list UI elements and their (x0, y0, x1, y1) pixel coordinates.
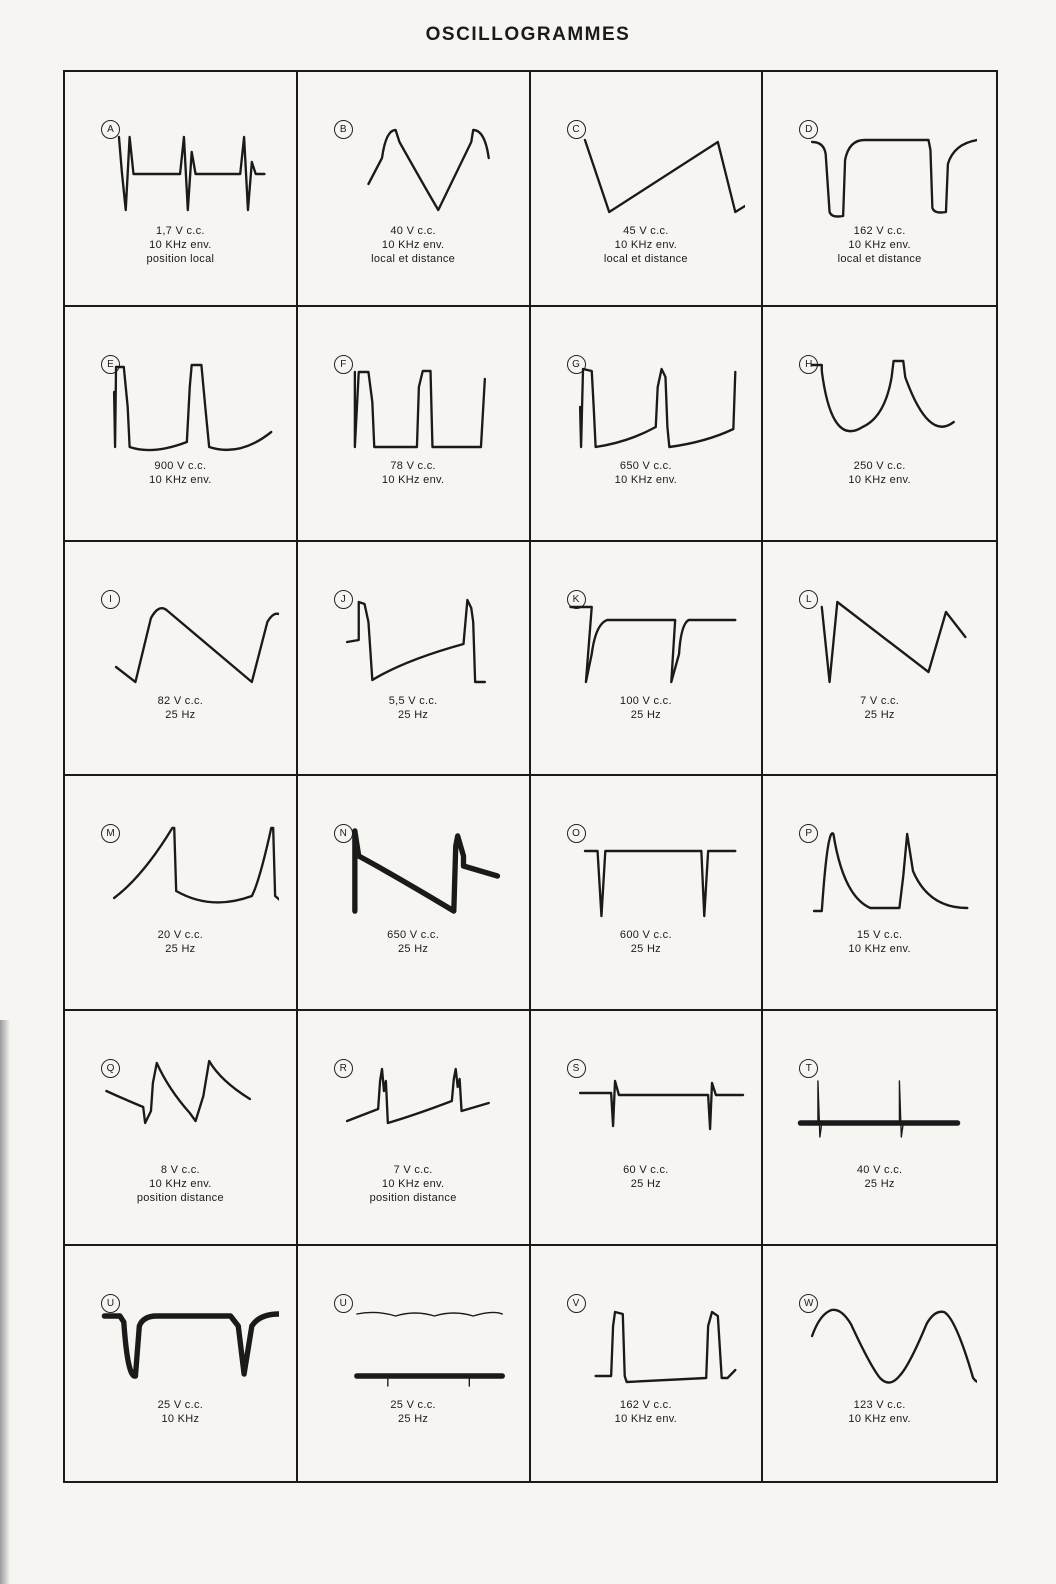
cell-letter-badge: U (334, 1294, 353, 1313)
caption-line: local et distance (603, 253, 688, 265)
waveform-neg-pulse-wide (783, 112, 977, 222)
caption-line: 10 KHz env. (381, 1178, 445, 1191)
caption-line: local et distance (371, 253, 456, 265)
caption-line: 600 V c.c. (619, 929, 672, 942)
waveform-sawtooth-linear (783, 582, 977, 692)
caption-line: 25 Hz (165, 708, 196, 721)
cell-letter-badge: C (567, 120, 586, 139)
cell-letter-badge: V (567, 1294, 586, 1313)
waveform-pulse-ramp-low (318, 582, 512, 692)
caption-line: position distance (136, 1192, 224, 1205)
cell-caption (531, 459, 762, 487)
caption-line: 10 KHz env. (848, 1413, 911, 1426)
oscillogram-grid (63, 70, 998, 1483)
caption-line: 25 Hz (864, 708, 895, 721)
page-title: OSCILLOGRAMMES (425, 24, 631, 45)
oscillogram-cell-15 (531, 776, 764, 1011)
oscillogram-cell-14 (298, 776, 531, 1011)
cell-letter-badge: W (799, 1294, 818, 1313)
oscillogram-cell-18 (298, 1011, 531, 1246)
cell-letter-badge: L (799, 590, 818, 609)
cell-caption (763, 694, 996, 722)
oscillogram-cell-19 (531, 1011, 764, 1246)
caption-line: 10 KHz env. (149, 473, 212, 486)
caption-line: 15 V c.c. (856, 929, 903, 942)
cell-letter-badge: O (567, 824, 586, 843)
cell-caption (531, 1163, 762, 1191)
cell-letter-badge: D (799, 120, 818, 139)
waveform-neg-needles (551, 816, 745, 926)
waveform-trace (116, 608, 279, 682)
oscillogram-cell-5 (65, 307, 298, 542)
caption-line: 123 V c.c. (853, 1399, 906, 1412)
waveform-sawtooth-down (85, 582, 279, 692)
caption-line: 10 KHz env. (614, 239, 678, 251)
waveform-trace (347, 600, 485, 682)
cell-caption (298, 1398, 529, 1426)
oscillogram-cell-23 (531, 1246, 764, 1481)
cell-caption (763, 1163, 996, 1191)
cell-caption (298, 224, 529, 266)
cell-letter-badge: P (799, 824, 818, 843)
cell-letter-badge: U (101, 1294, 120, 1313)
cell-caption (65, 459, 296, 487)
caption-line: 78 V c.c. (390, 459, 436, 472)
cell-letter-badge: G (567, 355, 586, 374)
waveform-ramp-double-spike (318, 1051, 512, 1161)
waveform-trace (584, 140, 744, 212)
caption-line: 82 V c.c. (157, 694, 204, 707)
waveform-trace (900, 1081, 904, 1137)
cell-caption (65, 1398, 296, 1426)
caption-line: 25 Hz (630, 1178, 661, 1191)
cell-caption (763, 1398, 996, 1426)
waveform-pos-peaks (783, 816, 977, 926)
oscillogram-cell-10 (298, 542, 531, 777)
waveform-thick-spike (783, 1051, 977, 1161)
oscillogram-cell-22 (298, 1246, 531, 1481)
waveform-decay-thick (318, 816, 512, 926)
caption-line: 10 KHz env. (614, 1413, 678, 1426)
waveform-trace (355, 831, 498, 911)
waveform-trace (584, 851, 734, 916)
caption-line: 650 V c.c. (619, 459, 672, 472)
cell-caption (65, 1163, 296, 1205)
oscillogram-cell-6 (298, 307, 531, 542)
waveform-trace (812, 140, 977, 217)
waveform-trace (355, 371, 485, 447)
waveform-parabola (85, 816, 279, 926)
caption-line: 25 Hz (398, 1413, 429, 1426)
waveform-trace (104, 1314, 279, 1376)
caption-line: 25 V c.c. (157, 1399, 204, 1412)
caption-line: 40 V c.c. (390, 225, 436, 237)
caption-line: 60 V c.c. (623, 1164, 669, 1177)
waveform-spike-pairs (551, 1051, 745, 1161)
oscillogram-cell-12 (763, 542, 996, 777)
caption-line: local et distance (837, 253, 922, 265)
waveform-sine (783, 1286, 977, 1396)
oscillogram-cell-9 (65, 542, 298, 777)
cell-caption (298, 459, 529, 487)
caption-line: 100 V c.c. (619, 694, 672, 707)
waveform-trace (818, 1081, 822, 1137)
waveform-trace (114, 365, 271, 450)
cell-caption (298, 928, 529, 956)
waveform-trace (595, 1312, 735, 1382)
oscillogram-cell-13 (65, 776, 298, 1011)
caption-line: 10 KHz env. (848, 943, 911, 956)
oscillogram-cell-11 (531, 542, 764, 777)
caption-line: 10 KHz env. (848, 239, 911, 251)
caption-line: 10 KHz env. (381, 473, 445, 486)
caption-line: 25 Hz (630, 708, 661, 721)
cell-caption (531, 928, 762, 956)
caption-line: 10 KHz env. (381, 239, 445, 251)
waveform-trace (822, 602, 966, 682)
cell-letter-badge: A (101, 120, 120, 139)
waveform-neg-spikes (551, 582, 745, 692)
caption-line: 10 KHz env. (149, 1178, 212, 1191)
waveform-trace (114, 828, 279, 906)
caption-line: 25 Hz (165, 943, 196, 956)
caption-line: 5,5 V c.c. (388, 694, 438, 707)
caption-line: 10 KHz env. (848, 473, 911, 486)
oscillogram-cell-21 (65, 1246, 298, 1481)
caption-line: 1,7 V c.c. (155, 225, 205, 237)
cell-caption (763, 459, 996, 487)
caption-line: 25 Hz (630, 943, 661, 956)
waveform-pulse-parabola (783, 347, 977, 457)
oscillogram-cell-20 (763, 1011, 996, 1246)
cell-caption (298, 694, 529, 722)
oscillogram-cell-7 (531, 307, 764, 542)
cell-caption (531, 694, 762, 722)
oscillogram-cell-3 (531, 72, 764, 307)
waveform-pulse-decay (85, 347, 279, 457)
waveform-neg-pulse-thick (85, 1286, 279, 1396)
cell-letter-badge: H (799, 355, 818, 374)
cell-caption (65, 694, 296, 722)
caption-line: 650 V c.c. (387, 929, 440, 942)
caption-line: 25 Hz (398, 708, 429, 721)
caption-line: position local (146, 253, 215, 265)
cell-letter-badge: R (334, 1059, 353, 1078)
caption-line: 900 V c.c. (154, 459, 207, 472)
caption-line: 10 KHz (161, 1413, 200, 1426)
waveform-trace (106, 1061, 250, 1123)
waveform-trace (570, 607, 735, 682)
cell-letter-badge: E (101, 355, 120, 374)
oscillogram-cell-1 (65, 72, 298, 307)
waveform-flat-traces (318, 1286, 512, 1396)
waveform-trace (814, 834, 967, 912)
cell-letter-badge: Q (101, 1059, 120, 1078)
cell-caption (763, 224, 996, 266)
cell-letter-badge: K (567, 590, 586, 609)
waveform-trace (580, 369, 735, 447)
waveform-spike-square (85, 112, 279, 222)
waveform-sawtooth-up (551, 112, 745, 222)
waveform-trace (347, 1069, 489, 1123)
oscillogram-cell-17 (65, 1011, 298, 1246)
caption-line: 10 KHz env. (614, 473, 678, 486)
cell-caption (298, 1163, 529, 1205)
caption-line: 162 V c.c. (619, 1399, 672, 1412)
cell-caption (531, 224, 762, 266)
caption-line: 250 V c.c. (853, 459, 906, 472)
cell-letter-badge: S (567, 1059, 586, 1078)
waveform-trace (580, 1081, 743, 1129)
waveform-trace (357, 1313, 503, 1317)
waveform-trace (812, 361, 954, 431)
caption-line: 7 V c.c. (393, 1164, 433, 1177)
waveform-v-shape (318, 112, 512, 222)
waveform-pulse-square (318, 347, 512, 457)
waveform-pulse-ramp (551, 347, 745, 457)
cell-letter-badge: F (334, 355, 353, 374)
caption-line: position distance (369, 1192, 457, 1205)
cell-letter-badge: T (799, 1059, 818, 1078)
waveform-trace (368, 130, 488, 210)
caption-line: 25 Hz (864, 1178, 895, 1191)
oscillogram-cell-2 (298, 72, 531, 307)
cell-letter-badge: N (334, 824, 353, 843)
waveform-square-gate (551, 1286, 745, 1396)
caption-line: 40 V c.c. (856, 1164, 903, 1177)
caption-line: 162 V c.c. (853, 225, 906, 237)
cell-caption (65, 224, 296, 266)
caption-line: 7 V c.c. (860, 694, 900, 707)
cell-letter-badge: M (101, 824, 120, 843)
cell-caption (531, 1398, 762, 1426)
oscillogram-cell-16 (763, 776, 996, 1011)
cell-letter-badge: I (101, 590, 120, 609)
caption-line: 25 V c.c. (390, 1399, 436, 1412)
waveform-exp-decay (85, 1051, 279, 1161)
caption-line: 10 KHz env. (149, 239, 212, 251)
oscillogram-cell-24 (763, 1246, 996, 1481)
oscillogram-cell-8 (763, 307, 996, 542)
oscillogram-cell-4 (763, 72, 996, 307)
caption-line: 20 V c.c. (157, 929, 204, 942)
waveform-trace (812, 1310, 977, 1384)
caption-line: 8 V c.c. (160, 1164, 200, 1177)
cell-letter-badge: J (334, 590, 353, 609)
cell-letter-badge: B (334, 120, 353, 139)
page-edge-shadow (0, 1020, 10, 1584)
waveform-trace (119, 137, 265, 210)
caption-line: 25 Hz (398, 943, 429, 956)
cell-caption (65, 928, 296, 956)
caption-line: 45 V c.c. (623, 225, 669, 237)
cell-caption (763, 928, 996, 956)
